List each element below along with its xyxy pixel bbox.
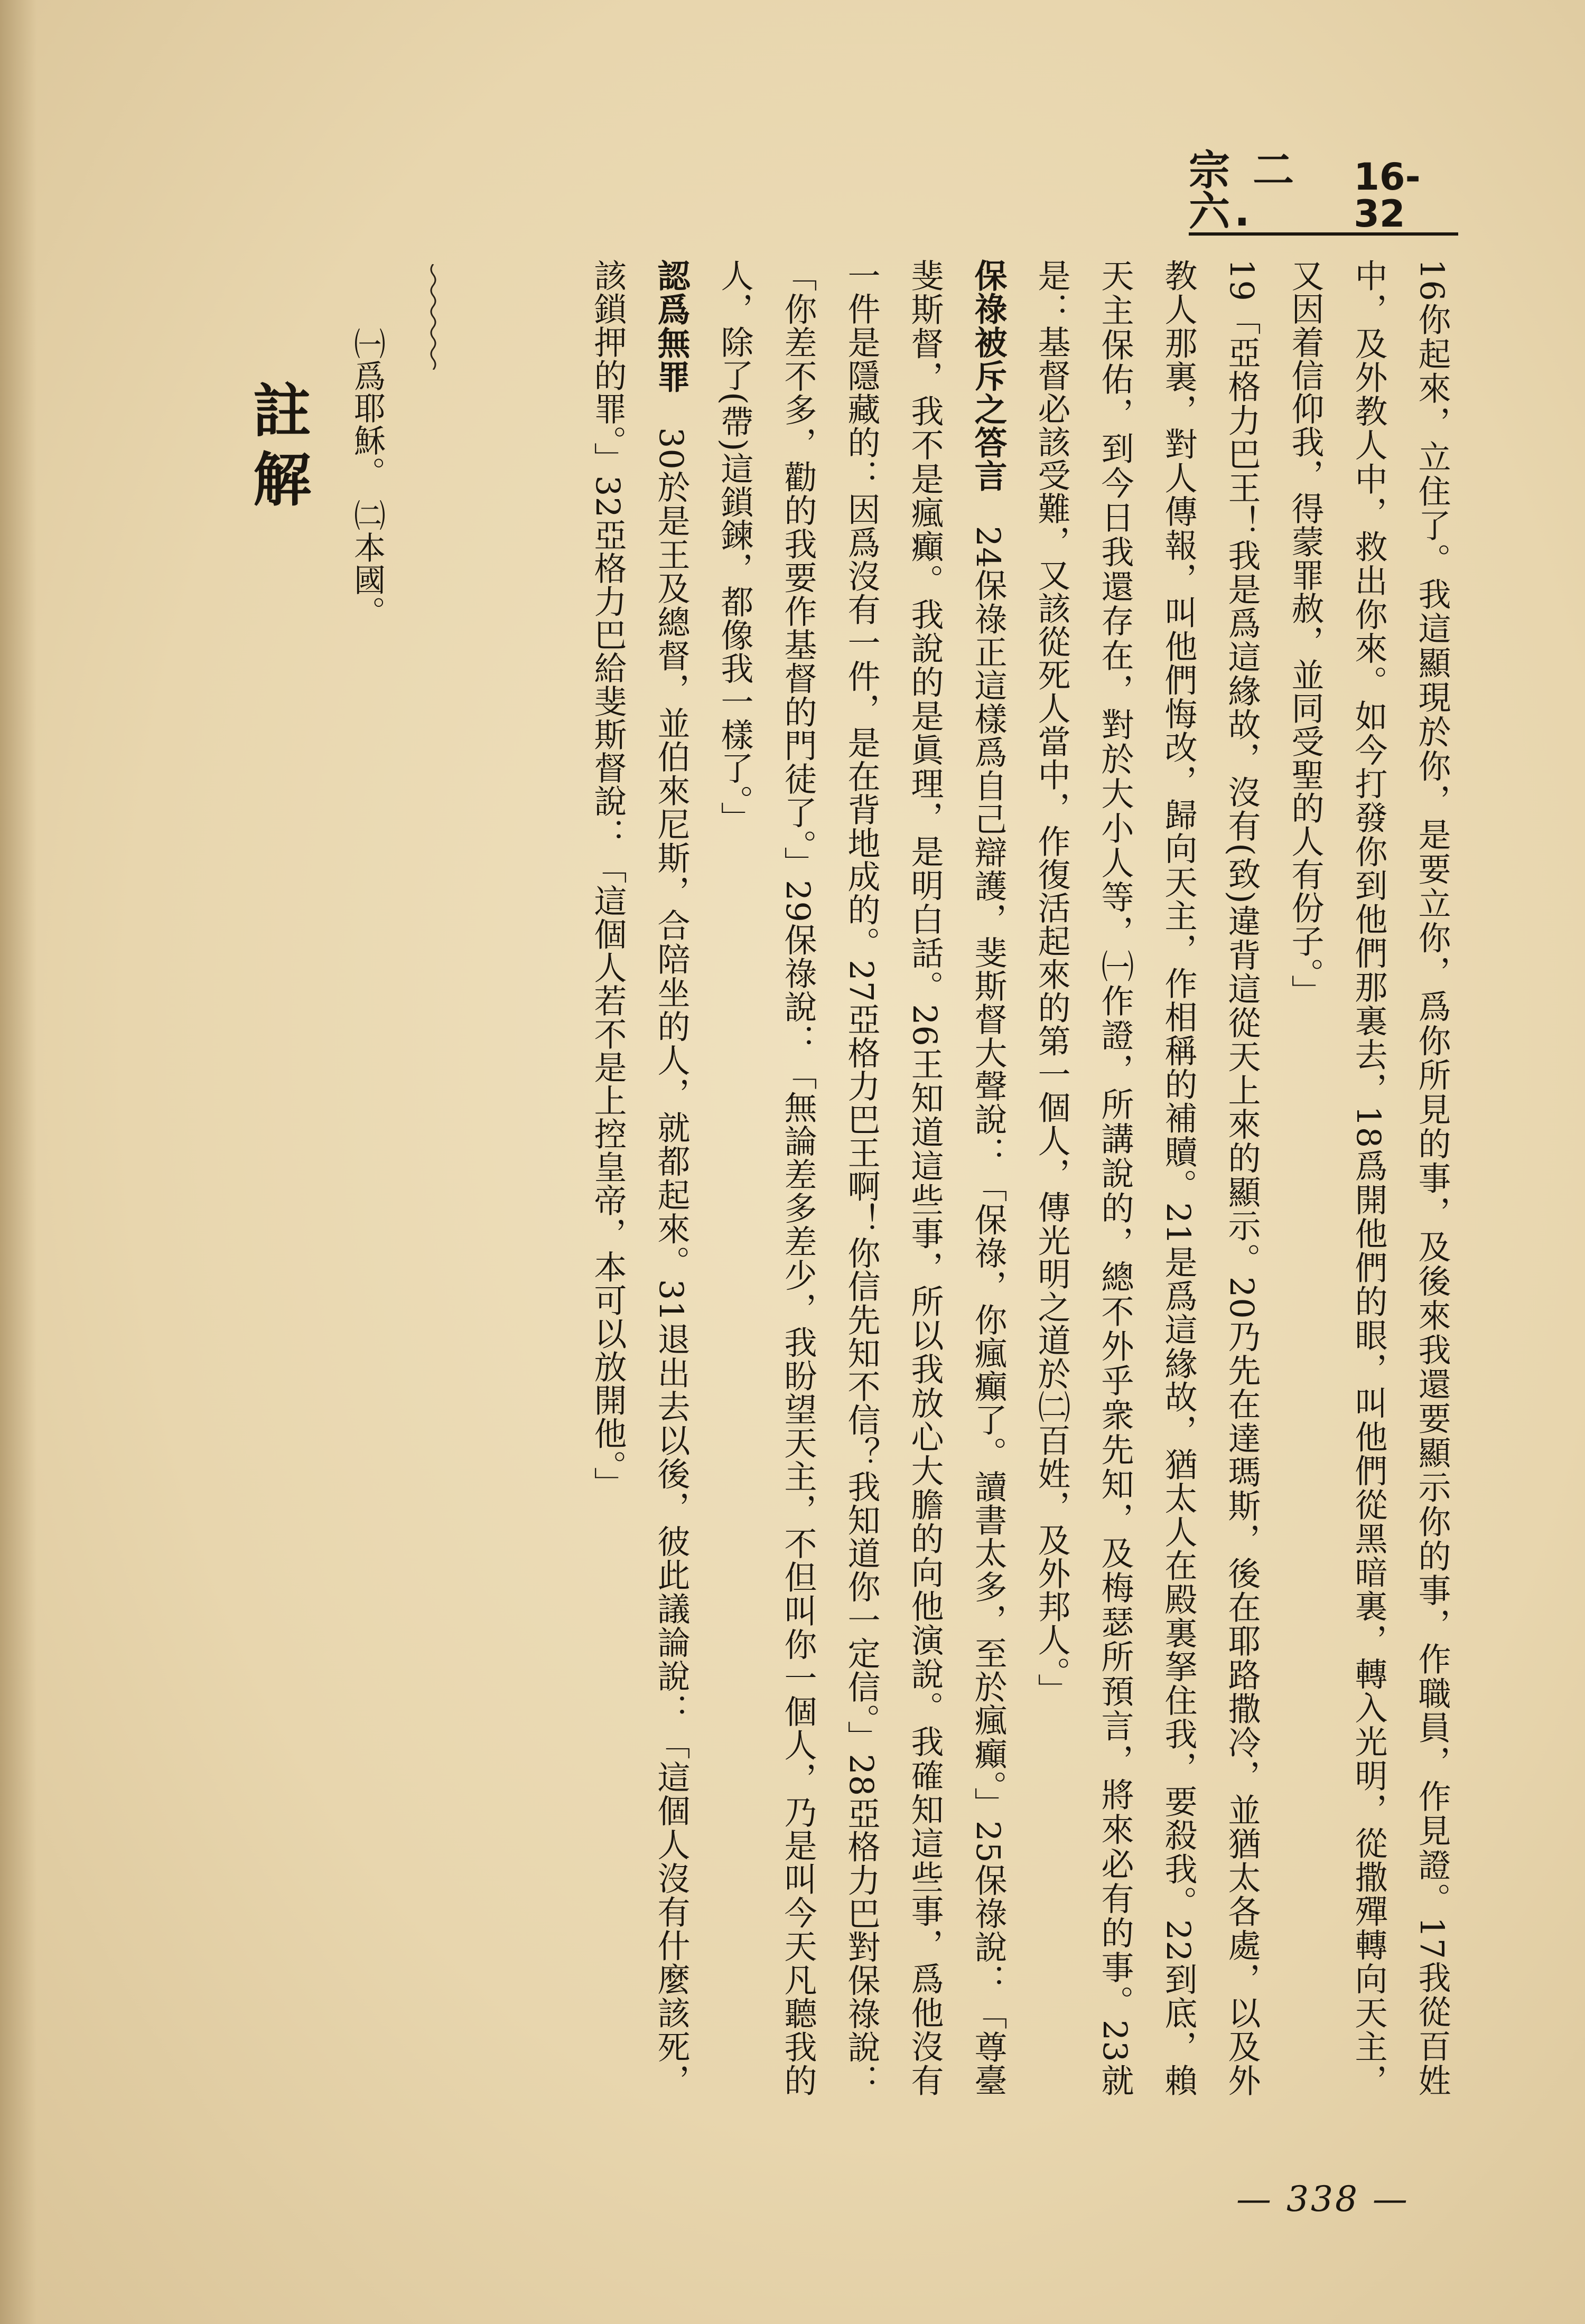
paragraph-30-32-text: 30於是王及總督，並伯來尼斯，合陪坐的人，就都起來。31退出去以後，彼此議論說：「這個人沒有什麼該死，該鎖押的罪。」32亞格力巴給斐斯督說：「這個人若不是上控皇帝，本可以放開他。」 — [589, 259, 691, 2097]
gutter-shadow — [0, 0, 37, 2324]
notes-divider — [428, 264, 439, 370]
paragraph-30-32 — [576, 259, 703, 2097]
scripture-text — [576, 259, 1463, 2097]
paragraph-24-29 — [703, 259, 1020, 2097]
notes-title: 註解 — [244, 380, 311, 518]
paragraph-19-23: 19「亞格力巴王！我是爲這緣故，沒有(致)違背這從天上來的顯示。20乃先在達瑪斯，後在耶路撒冷，並猶太各處，以及外教人那裏，對人傳報，叫他們悔改，歸向天主，作相稱的補贖。21是爲這緣故，猶太人在殿裏拏住我，要殺我。22到底，賴天主保佑，到今日我還存在，對於大小人等，㈠作證，所講說的，總不外乎衆先知，及梅瑟所預言，將來必有的事。23就是：基督必該受難，又該從死人當中，作復活起來的第一個人，傳光明之道於㈡百姓，及外邦人。」 — [1032, 259, 1261, 2097]
header-chapter: 宗 二六. — [1189, 147, 1299, 236]
section-title-innocent: 認爲無罪 — [652, 259, 691, 394]
notes-text: ㈠爲耶穌。 ㈡本國。 — [349, 327, 386, 629]
running-header — [1189, 147, 1458, 236]
paragraph-24-29-text: 24保祿正這樣爲自己辯護，斐斯督大聲說：「保祿，你瘋癲了。讀書太多，至於瘋癲。」25保祿說：「尊臺斐斯督，我不是瘋癲。我說的是眞理，是明白話。26王知道這些事，所以我放心大膽的向他演說。我確知這些事，爲他沒有一件是隱藏的：因爲沒有一件，是在背地成的。27亞格力巴王啊！你信先知不信？我知道你一定信。」28亞格力巴對保祿說：「你差不多，勸的我要作基督的門徒了。」29保祿說：「無論差多差少，我盼望天主，不但叫你一個人，乃是叫今天凡聽我的人，除了(帶)這鎖鍊，都像我一樣了。」 — [715, 259, 1008, 2097]
header-verse-range: 16-32 — [1354, 155, 1421, 236]
page-number: — 338 — — [1236, 2179, 1410, 2219]
paragraph-16-18: 16你起來，立住了。我這顯現於你，是要立你，爲你所見的事，及後來我還要顯示你的事，作職員，作見證。17我從百姓中，及外教人中，救出你來。如今打發你到他們那裏去，18爲開他們的眼，叫他們從黑暗裏，轉入光明，從撒殫轉向天主，又因着信仰我，得蒙罪赦，並同受聖的人有份子。」 — [1286, 259, 1451, 2097]
section-title-reply: 保祿被斥之答言 — [969, 259, 1008, 493]
